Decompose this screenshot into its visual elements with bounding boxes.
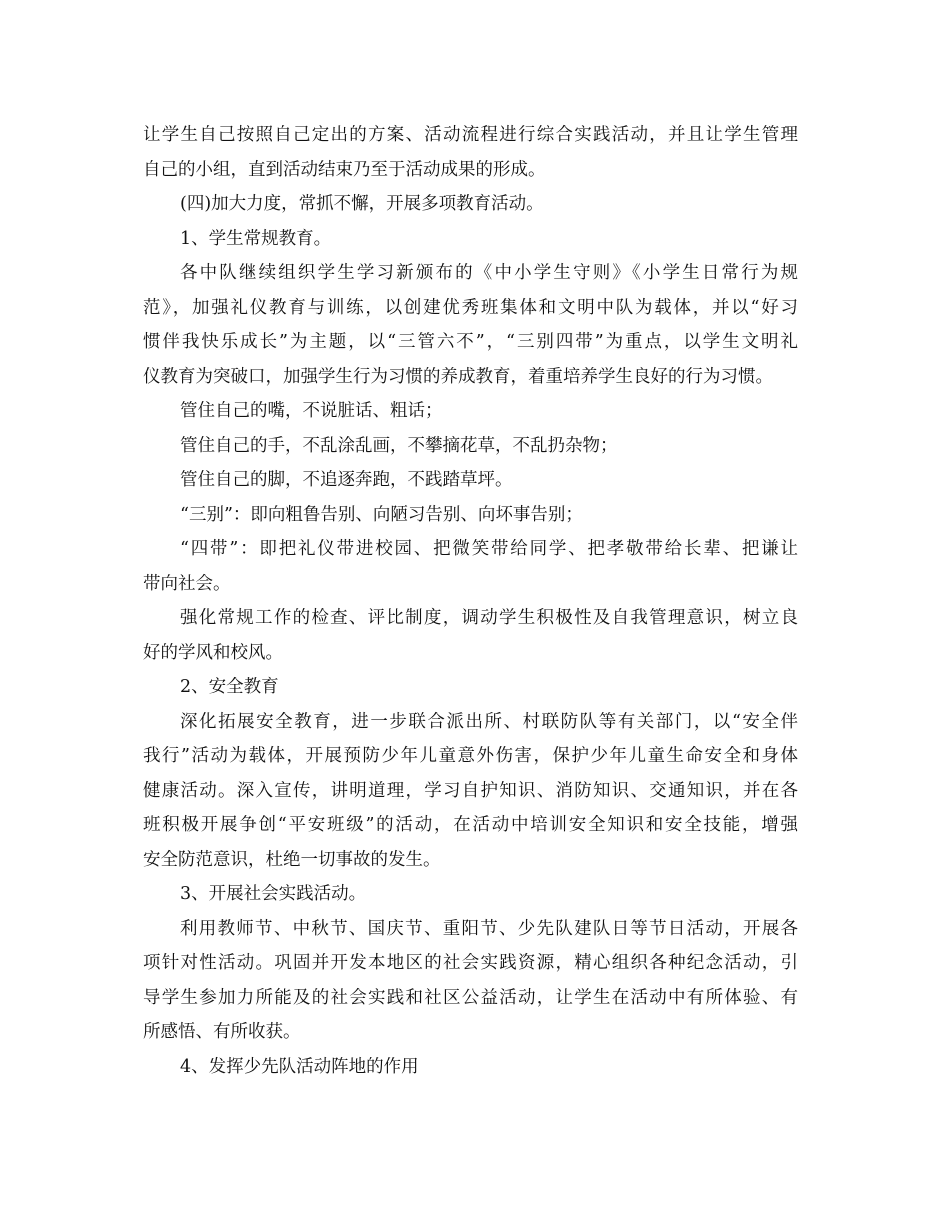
text-line: (四)加大力度，常抓不懈，开展多项教育活动。 — [180, 194, 544, 214]
text-line: “三别”：即向粗鲁告别、向陋习告别、向坏事告别； — [180, 504, 583, 525]
text-line: 管住自己的嘴，不说脏话、粗话； — [180, 401, 443, 421]
text-line: 班积极开展争创“平安班级”的活动，在活动中培训安全知识和安全技能，增强 — [143, 815, 798, 835]
text-line: 让学生自己按照自己定出的方案、活动流程进行综合实践活动，并且让学生管理 — [143, 125, 798, 145]
text-line: 强化常规工作的检查、评比制度，调动学生积极性及自我管理意识，树立良 — [180, 608, 798, 628]
text-line: 项针对性活动。巩固并开发本地区的社会实践资源，精心组织各种纪念活动，引 — [143, 953, 798, 973]
text-line: 所感悟、有所收获。 — [143, 1022, 301, 1042]
text-line: 4、发挥少先队活动阵地的作用 — [180, 1056, 419, 1077]
text-line: 管住自己的手，不乱涂乱画，不攀摘花草，不乱扔杂物； — [180, 435, 618, 456]
text-line: 1、学生常规教育。 — [180, 228, 332, 249]
text-line: “四带”：即把礼仪带进校园、把微笑带给同学、把孝敬带给长辈、把谦让 — [180, 539, 798, 559]
text-line: 范》，加强礼仪教育与训练，以创建优秀班集体和文明中队为载体，并以“好习 — [143, 297, 798, 318]
text-line: 导学生参加力所能及的社会实践和社区公益活动，让学生在活动中有所体验、有 — [143, 987, 798, 1008]
text-line: 深化拓展安全教育，进一步联合派出所、村联防队等有关部门，以“安全伴 — [180, 711, 798, 732]
text-line: 3、开展社会实践活动。 — [180, 884, 367, 904]
text-line: 2、安全教育 — [180, 677, 279, 697]
text-line: 安全防范意识，杜绝一切事故的发生。 — [143, 849, 441, 870]
text-line: 仪教育为突破口，加强学生行为习惯的养成教育，着重培养学生良好的行为习惯。 — [143, 366, 773, 387]
document-page — [143, 118, 798, 1084]
text-line: 健康活动。深入宣传，讲明道理，学习自护知识、消防知识、交通知识，并在各 — [143, 780, 798, 801]
text-line: 惯伴我快乐成长”为主题，以“三管六不”，“三别四带”为重点，以学生文明礼 — [143, 332, 798, 352]
text-line: 自己的小组，直到活动结束乃至于活动成果的形成。 — [143, 159, 546, 180]
text-line: 好的学风和校风。 — [143, 642, 283, 663]
text-line: 管住自己的脚，不追逐奔跑，不践踏草坪。 — [180, 470, 513, 490]
text-line: 各中队继续组织学生学习新颁布的《中小学生守则》《小学生日常行为规 — [180, 263, 798, 283]
text-line: 利用教师节、中秋节、国庆节、重阳节、少先队建队日等节日活动，开展各 — [180, 918, 798, 939]
text-line: 带向社会。 — [143, 573, 231, 594]
text-line: 我行”活动为载体，开展预防少年儿童意外伤害，保护少年儿童生命安全和身体 — [143, 746, 798, 766]
